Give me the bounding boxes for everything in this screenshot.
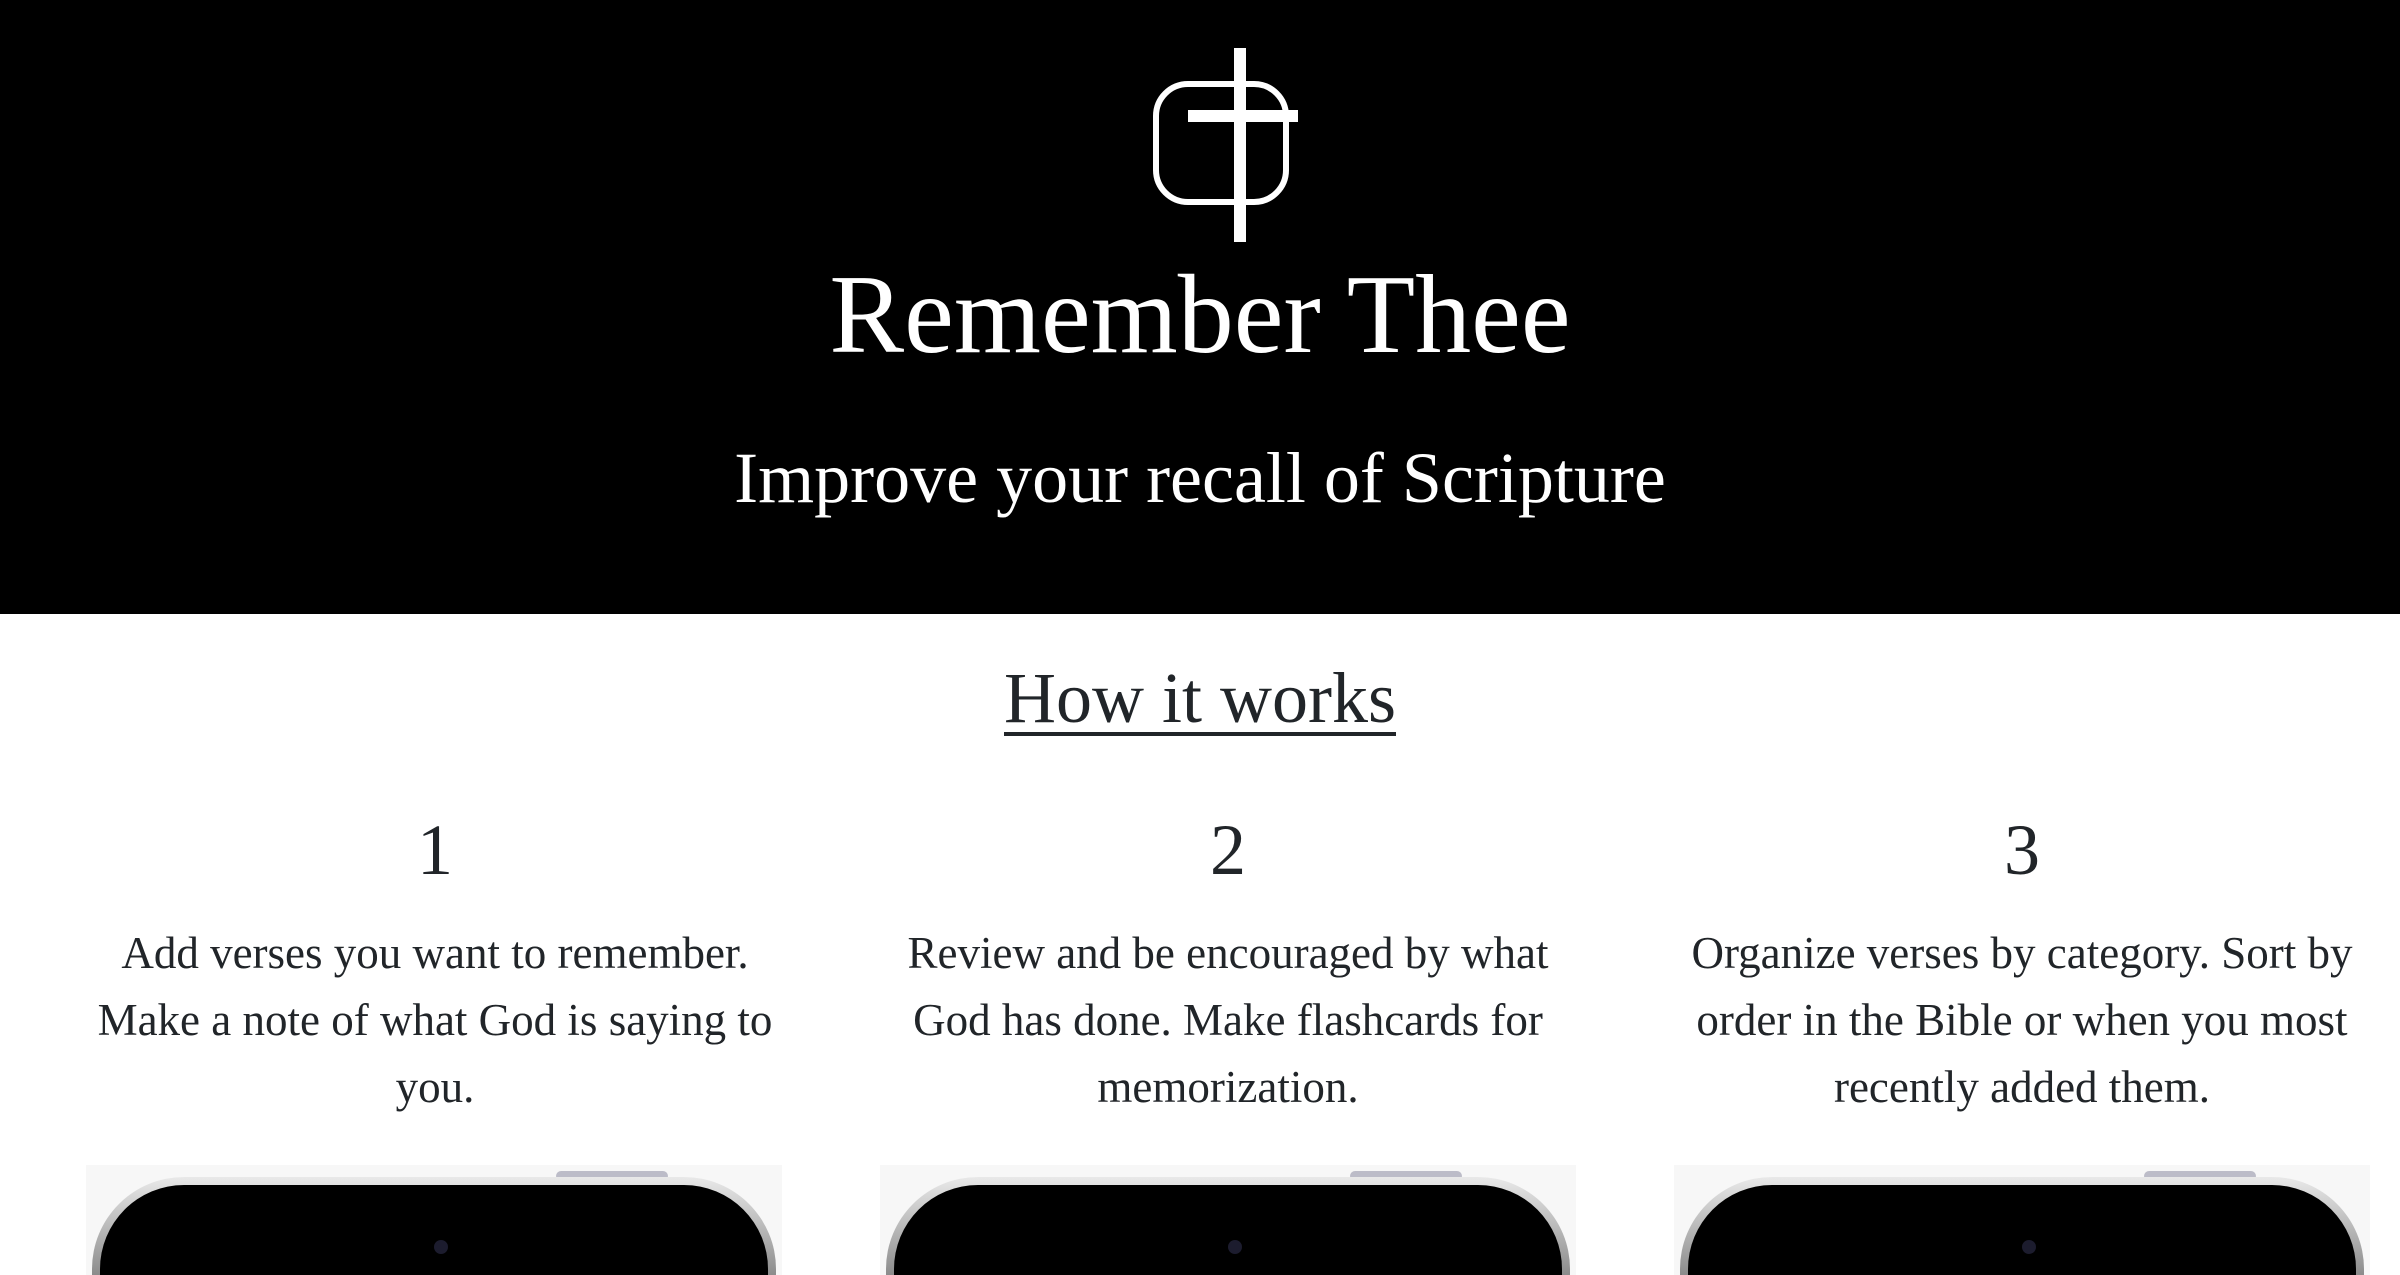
- step-description: Add verses you want to remember. Make a note of what God is saying to you.: [97, 928, 773, 1112]
- how-it-works-link[interactable]: How it works: [1004, 658, 1396, 738]
- step-description: Review and be encouraged by what God has done. Make flashcards for memorization.: [907, 928, 1549, 1112]
- page-subtitle: Improve your recall of Scripture: [734, 438, 1666, 518]
- hero-banner: [0, 0, 2400, 614]
- step-column-1: [80, 800, 790, 1121]
- step-description: Organize verses by category. Sort by order in the Bible or when you most recently added them.: [1691, 928, 2353, 1112]
- page-title: Remember Thee: [829, 253, 1571, 377]
- cross-logo-icon: [1150, 48, 1300, 242]
- step-number: 3: [2004, 810, 2040, 890]
- step-column-2: [873, 800, 1583, 1121]
- phone-icon: [1674, 1165, 2370, 1275]
- step-number: 1: [417, 810, 453, 890]
- phone-icon: [880, 1165, 1576, 1275]
- step-column-3: [1667, 800, 2377, 1121]
- phone-screenshot-1: [86, 1165, 782, 1275]
- step-number: 2: [1210, 810, 1246, 890]
- how-it-works-heading: [0, 650, 2400, 746]
- phone-icon: [86, 1165, 782, 1275]
- phone-screenshot-3: [1674, 1165, 2370, 1275]
- phone-screenshot-2: [880, 1165, 1576, 1275]
